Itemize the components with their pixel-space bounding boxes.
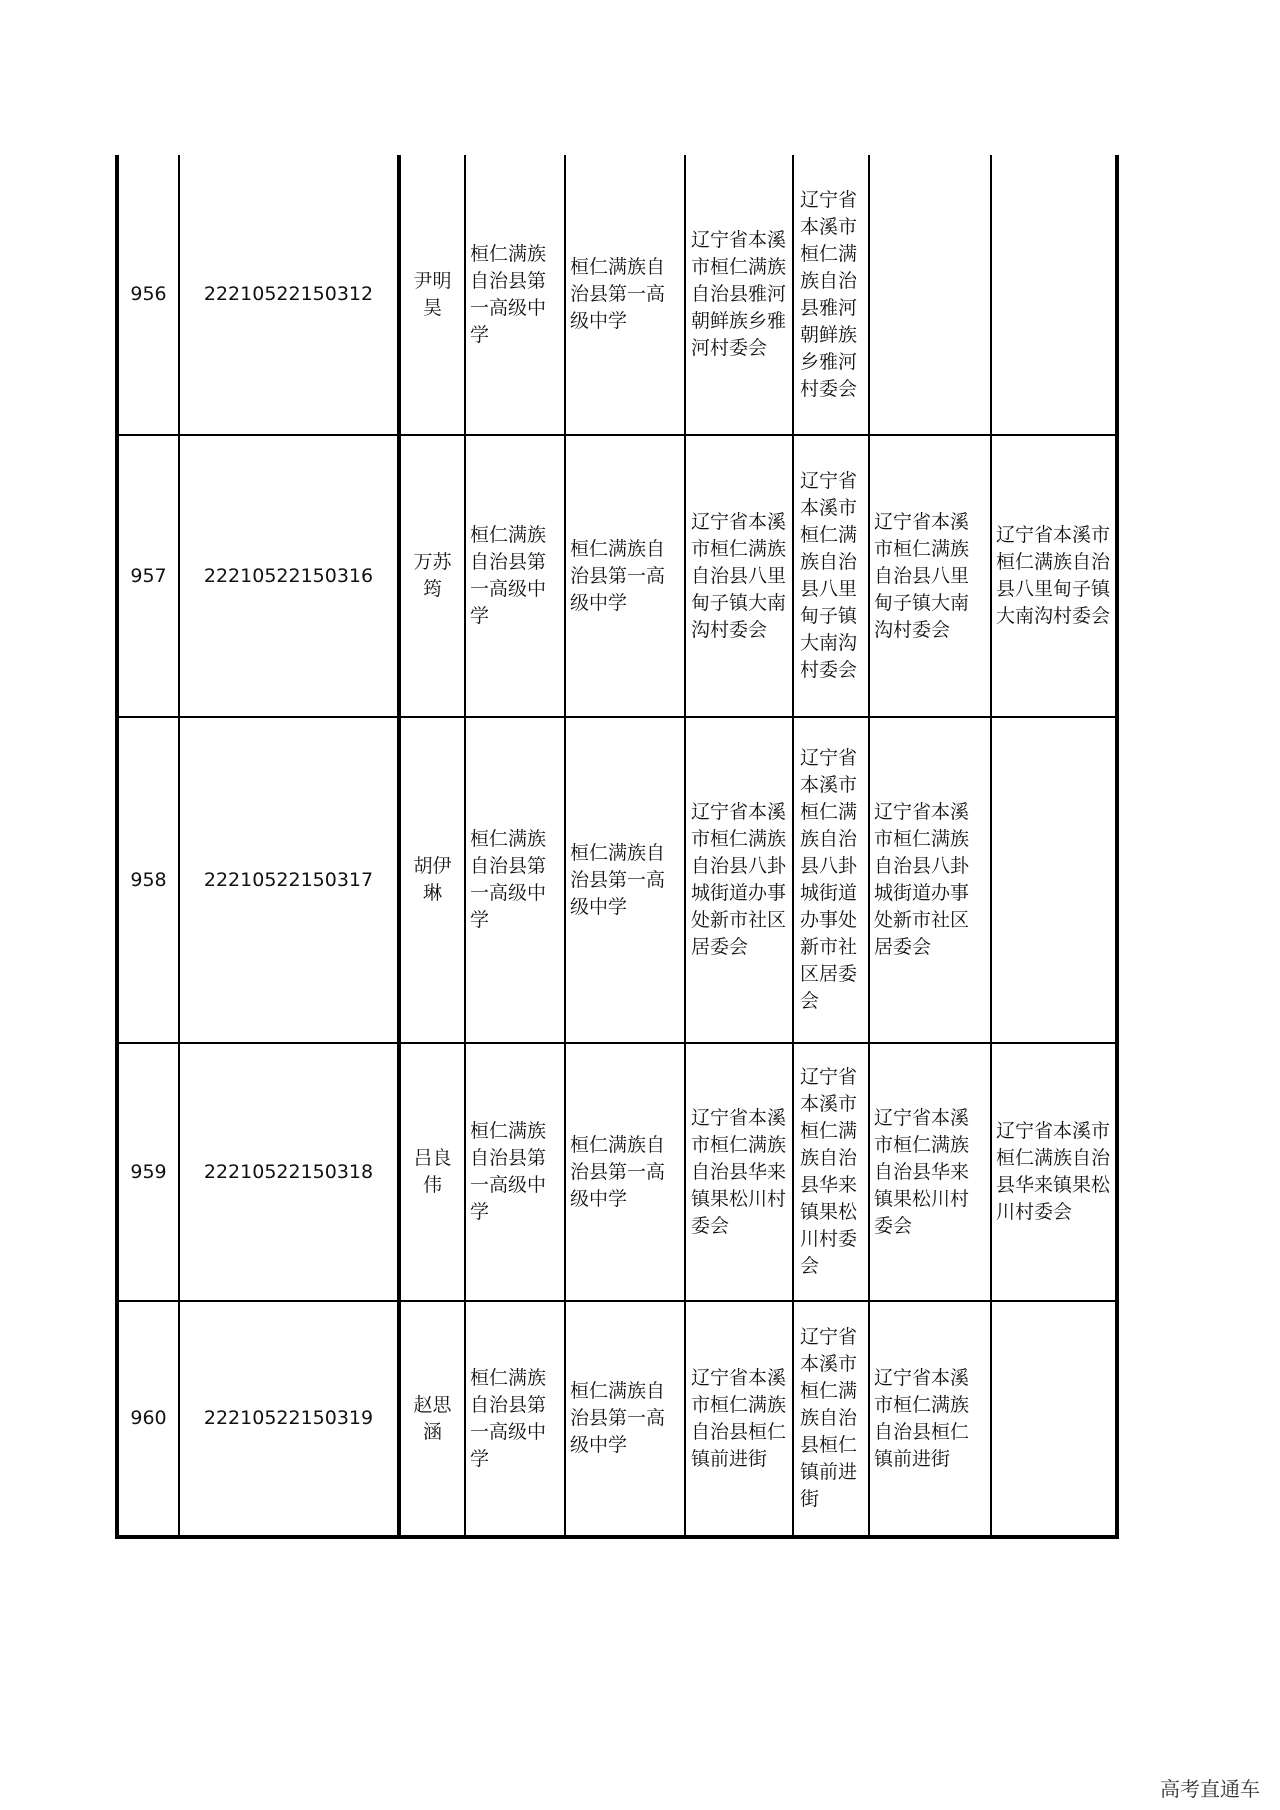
name-cell: 万苏筠 <box>399 435 465 717</box>
table-row <box>117 435 1117 717</box>
seq-cell: 960 <box>117 1301 179 1537</box>
address4-cell: 辽宁省本溪市桓仁满族自治县八里甸子镇大南沟村委会 <box>991 435 1117 717</box>
school2-cell: 桓仁满族自治县第一高级中学 <box>565 435 685 717</box>
address1-cell: 辽宁省本溪市桓仁满族自治县雅河朝鲜族乡雅河村委会 <box>685 155 793 435</box>
school-cell: 桓仁满族自治县第一高级中学 <box>465 435 565 717</box>
school2-cell: 桓仁满族自治县第一高级中学 <box>565 155 685 435</box>
address4-cell <box>991 155 1117 435</box>
school-cell: 桓仁满族自治县第一高级中学 <box>465 717 565 1043</box>
school2-cell: 桓仁满族自治县第一高级中学 <box>565 1043 685 1301</box>
school2-cell: 桓仁满族自治县第一高级中学 <box>565 717 685 1043</box>
address1-cell: 辽宁省本溪市桓仁满族自治县华来镇果松川村委会 <box>685 1043 793 1301</box>
address3-cell: 辽宁省本溪市桓仁满族自治县桓仁镇前进街 <box>869 1301 991 1537</box>
name-cell: 尹明昊 <box>399 155 465 435</box>
exam-id-cell: 22210522150312 <box>179 155 399 435</box>
address2-cell: 辽宁省本溪市桓仁满族自治县华来镇果松川村委会 <box>793 1043 869 1301</box>
exam-id-cell: 22210522150316 <box>179 435 399 717</box>
table-row <box>117 155 1117 435</box>
seq-cell: 958 <box>117 717 179 1043</box>
name-cell: 赵思涵 <box>399 1301 465 1537</box>
address1-cell: 辽宁省本溪市桓仁满族自治县八卦城街道办事处新市社区居委会 <box>685 717 793 1043</box>
address3-cell: 辽宁省本溪市桓仁满族自治县八里甸子镇大南沟村委会 <box>869 435 991 717</box>
address2-cell: 辽宁省本溪市桓仁满族自治县桓仁镇前进街 <box>793 1301 869 1537</box>
footer-watermark: 高考直通车 <box>1160 1777 1260 1801</box>
name-cell: 胡伊琳 <box>399 717 465 1043</box>
school2-cell: 桓仁满族自治县第一高级中学 <box>565 1301 685 1537</box>
address3-cell <box>869 155 991 435</box>
address2-cell: 辽宁省本溪市桓仁满族自治县雅河朝鲜族乡雅河村委会 <box>793 155 869 435</box>
address2-cell: 辽宁省本溪市桓仁满族自治县八里甸子镇大南沟村委会 <box>793 435 869 717</box>
address1-cell: 辽宁省本溪市桓仁满族自治县桓仁镇前进街 <box>685 1301 793 1537</box>
exam-id-cell: 22210522150317 <box>179 717 399 1043</box>
address3-cell: 辽宁省本溪市桓仁满族自治县八卦城街道办事处新市社区居委会 <box>869 717 991 1043</box>
exam-id-cell: 22210522150318 <box>179 1043 399 1301</box>
address4-cell <box>991 717 1117 1043</box>
address2-cell: 辽宁省本溪市桓仁满族自治县八卦城街道办事处新市社区居委会 <box>793 717 869 1043</box>
address1-cell: 辽宁省本溪市桓仁满族自治县八里甸子镇大南沟村委会 <box>685 435 793 717</box>
school-cell: 桓仁满族自治县第一高级中学 <box>465 155 565 435</box>
school-cell: 桓仁满族自治县第一高级中学 <box>465 1043 565 1301</box>
address4-cell <box>991 1301 1117 1537</box>
address3-cell: 辽宁省本溪市桓仁满族自治县华来镇果松川村委会 <box>869 1043 991 1301</box>
student-table <box>115 155 1119 1539</box>
school-cell: 桓仁满族自治县第一高级中学 <box>465 1301 565 1537</box>
name-cell: 吕良伟 <box>399 1043 465 1301</box>
address4-cell: 辽宁省本溪市桓仁满族自治县华来镇果松川村委会 <box>991 1043 1117 1301</box>
table-row <box>117 717 1117 1043</box>
table-row <box>117 1301 1117 1537</box>
seq-cell: 957 <box>117 435 179 717</box>
seq-cell: 959 <box>117 1043 179 1301</box>
seq-cell: 956 <box>117 155 179 435</box>
table-row <box>117 1043 1117 1301</box>
exam-id-cell: 22210522150319 <box>179 1301 399 1537</box>
